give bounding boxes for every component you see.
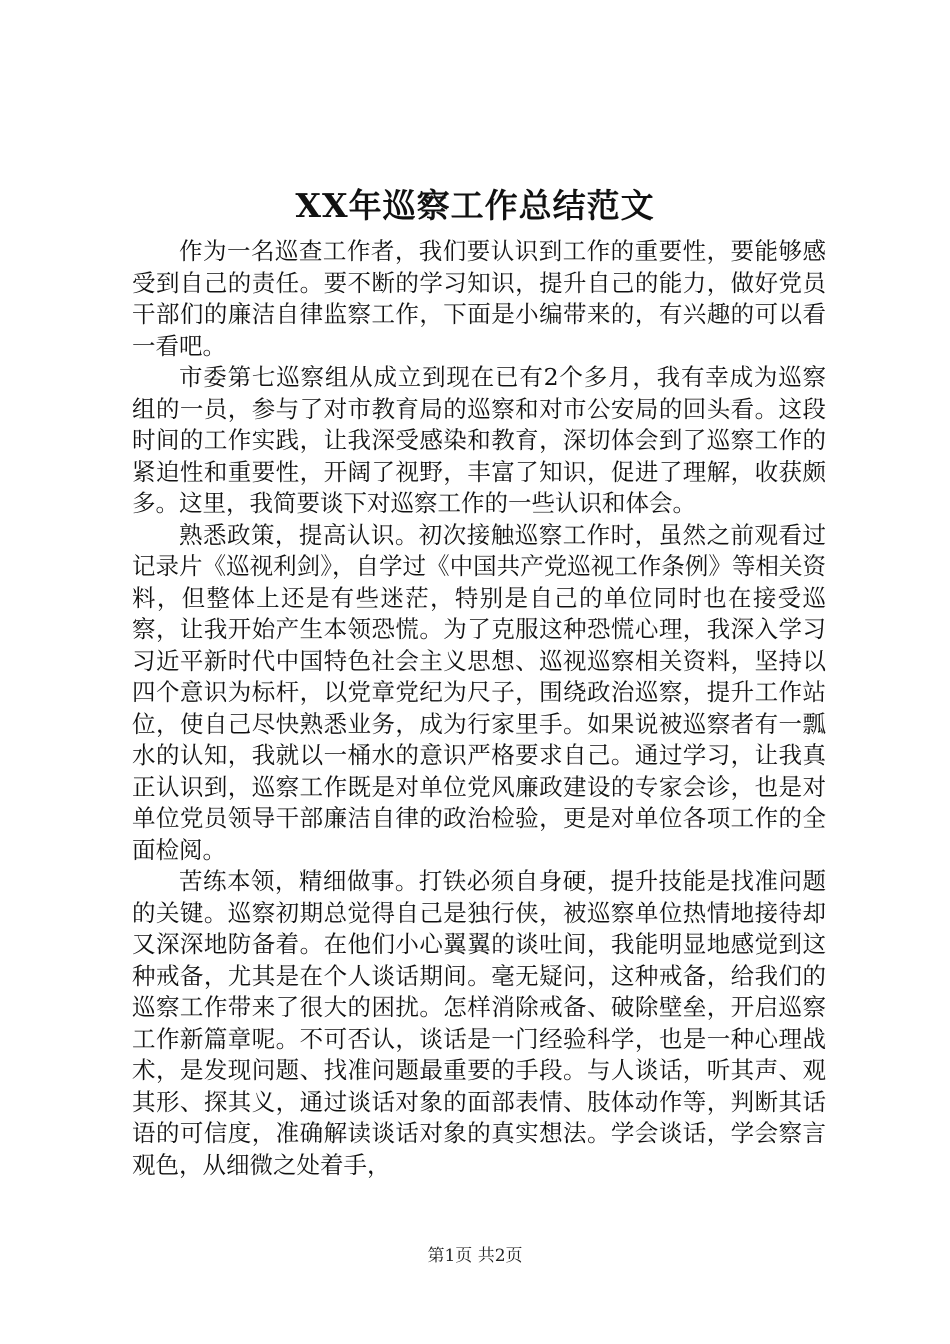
paragraph-experience: 市委第七巡察组从成立到现在已有2个多月，我有幸成为巡察组的一员，参与了对市教育局的巡察和对市公安局的回头看。这段时间的工作实践，让我深受感染和教育，深切体会到了巡察工作的紧迫性和重要性，开阔了视野，丰富了知识，促进了理解，收获颇多。这里，我简要谈下对巡察工作的一些认识和体会。 (132, 363, 826, 517)
paragraph-skills: 苦练本领，精细做事。打铁必须自身硬，提升技能是找准问题的关键。巡察初期总觉得自己是独行侠，被巡察单位热情地接待却又深深地防备着。在他们小心翼翼的谈吐间，我能明显地感觉到这种戒备，尤其是在个人谈话期间。毫无疑问，这种戒备，给我们的巡察工作带来了很大的困扰。怎样消除戒备、破除壁垒，开启巡察工作新篇章呢。不可否认，谈话是一门经验科学，也是一种心理战术，是发现问题、找准问题最重要的手段。与人谈话，听其声、观其形、探其义，通过谈话对象的面部表情、肢体动作等，判断其话语的可信度，准确解读谈话对象的真实想法。学会谈话，学会察言观色，从细微之处着手， (132, 867, 826, 1179)
paragraph-policy: 熟悉政策，提高认识。初次接触巡察工作时，虽然之前观看过记录片《巡视利剑》，自学过《中国共产党巡视工作条例》等相关资料，但整体上还是有些迷茫，特别是自己的单位同时也在接受巡察，让我开始产生本领恐慌。为了克服这种恐慌心理，我深入学习习近平新时代中国特色社会主义思想、巡视巡察相关资料，坚持以四个意识为标杆，以党章党纪为尺子，围绕政治巡察，提升工作站位，使自己尽快熟悉业务，成为行家里手。如果说被巡察者有一瓢水的认知，我就以一桶水的意识严格要求自己。通过学习，让我真正认识到，巡察工作既是对单位党风廉政建设的专家会诊，也是对单位党员领导干部廉洁自律的政治检验，更是对单位各项工作的全面检阅。 (132, 520, 826, 864)
document-body (132, 236, 826, 1181)
page-number-footer: 第1页 共2页 (427, 1246, 523, 1266)
paragraph-intro: 作为一名巡查工作者，我们要认识到工作的重要性，要能够感受到自己的责任。要不断的学习知识，提升自己的能力，做好党员干部们的廉洁自律监察工作，下面是小编带来的，有兴趣的可以看一看吧。 (132, 237, 826, 360)
document-title: XX年巡察工作总结范文 (295, 186, 655, 225)
